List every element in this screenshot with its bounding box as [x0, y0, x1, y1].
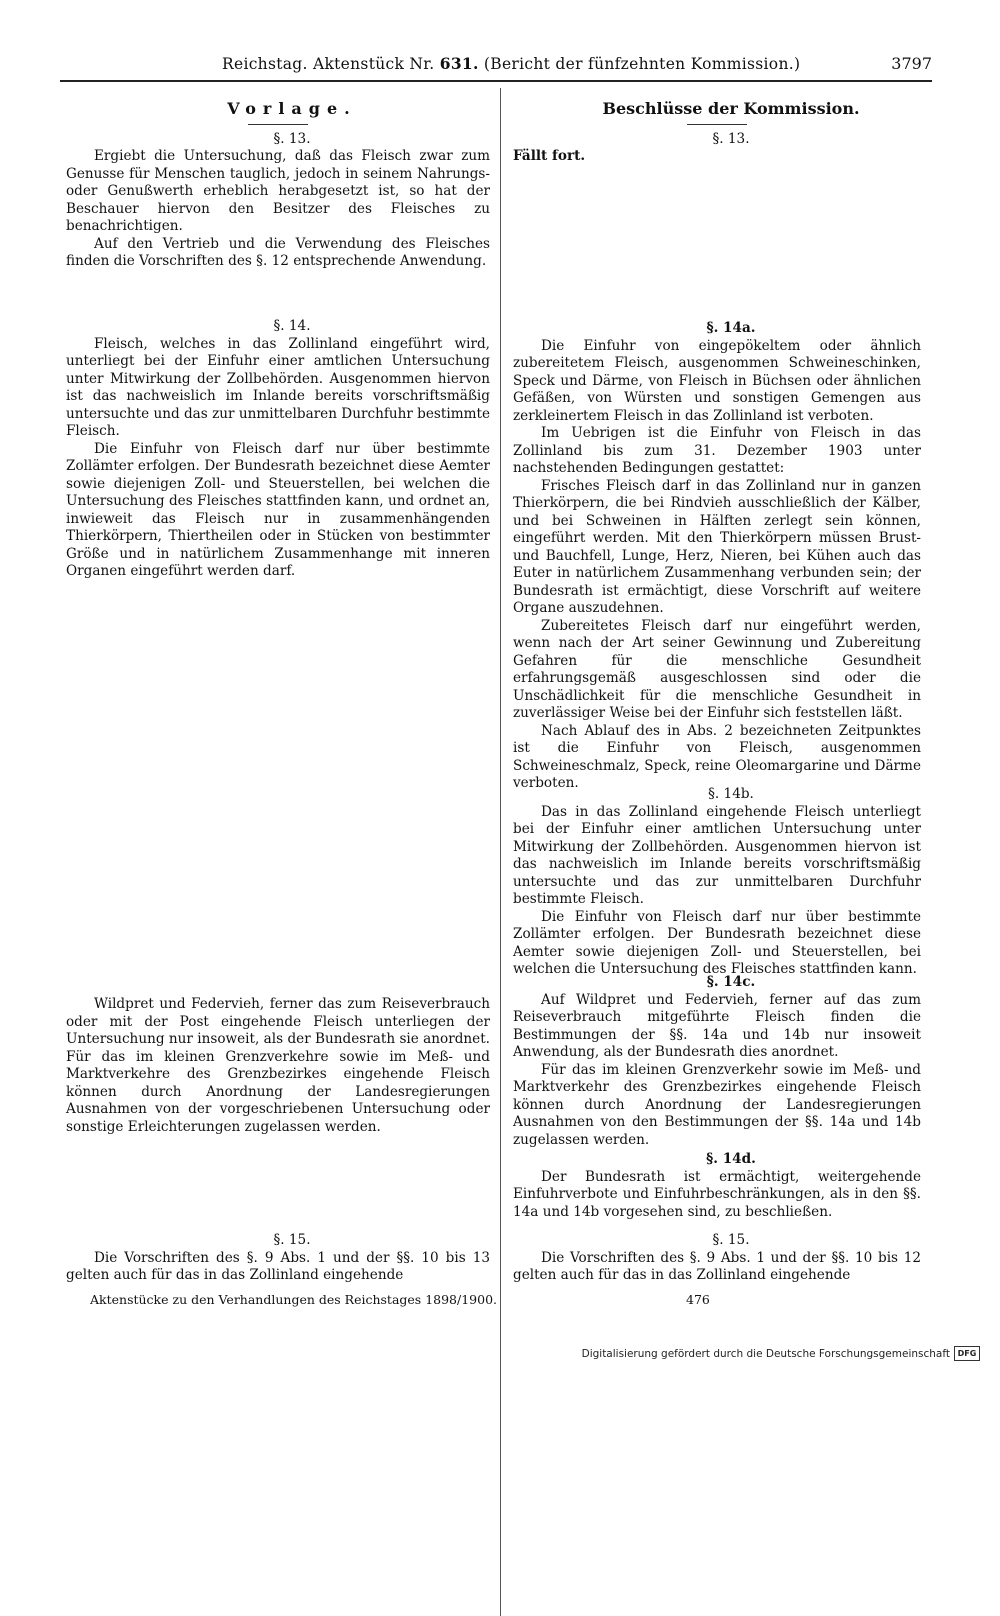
page-number: 3797: [891, 54, 932, 73]
right-s14a-paragraph-3: Frisches Fleisch darf in das Zollinland nur in ganzen Thierkörpern, die bei Rindvieh ausschließlich der Kälber, und bei Schweinen in Hälften zerlegt sein können, eingeführt werden. Mit den Thierkörpern müssen Brust- und Bauchfell, Lunge, Herz, Nieren, bei Kühen auch das Euter in natürlichem Zusammenhang verbunden sein; der Bundesrath ist ermächtigt, diese Vorschrift auf weitere Organe auszudehnen.: [513, 477, 921, 616]
left-s14-paragraph-1: Fleisch, welches in das Zollinland eingeführt wird, unterliegt bei der Einfuhr einer amtlichen Untersuchung unter Mitwirkung der Zollbehörden. Ausgenommen hiervon ist das nachweislich im Inlande bereits vorschriftsmäßig untersuchte und das zur unmittelbaren Durchfuhr bestimmte Fleisch.: [66, 335, 491, 439]
footer-page-number: 476: [686, 1292, 710, 1307]
right-s15-paragraph-1: Die Vorschriften des §. 9 Abs. 1 und der §§. 10 bis 12 gelten auch für das in das Zollinland eingehende: [513, 1249, 921, 1283]
right-s13-text: Fällt fort.: [513, 148, 586, 164]
left-s14-paragraph-2: Die Einfuhr von Fleisch darf nur über bestimmte Zollämter erfolgen. Der Bundesrath bezeichnet diese Aemter sowie diejenigen Zoll- und Steuerstellen, bei welchen die Untersuchung des Fleisches stattfinden kann, und ordnet an, inwieweit das Fleisch nur in zusammenhängenden Thierkörpern, Thiertheilen oder in Stücken von bestimmter Größe und in natürlichem Zusammenhange mit inneren Organen eingeführt werden darf.: [66, 440, 490, 579]
title-rule: [248, 124, 308, 125]
right-s15-block: [513, 1232, 921, 1285]
left-s14-cont-block: [66, 996, 490, 1136]
right-s14a-paragraph-2: Im Uebrigen ist die Einfuhr von Fleisch in das Zollinland bis zum 31. Dezember 1903 unter nachstehenden Bedingungen gestattet:: [513, 425, 921, 476]
right-s14d-heading: §. 14d.: [706, 1151, 756, 1167]
right-s15-heading: §. 15.: [712, 1232, 750, 1248]
right-s14a-block: [513, 320, 921, 793]
right-s14c-heading: §. 14c.: [706, 974, 756, 990]
right-column-title: Beschlüsse der Kommission.: [602, 99, 860, 118]
right-s14a-heading: §. 14a.: [706, 320, 756, 336]
left-s14-block: [66, 318, 490, 581]
dfg-logo-icon: DFG: [954, 1346, 980, 1361]
right-s14b-heading: §. 14b.: [708, 786, 754, 802]
footer-left: Aktenstücke zu den Verhandlungen des Reichstages 1898/1900.: [90, 1292, 498, 1307]
right-s14c-paragraph-1: Auf Wildpret und Federvieh, ferner auf das zum Reiseverbrauch mitgeführte Fleisch finden die Bestimmungen der §§. 14a und 14b nur insoweit Anwendung, als der Bundesrath dies anordnet.: [513, 991, 921, 1060]
left-s14-heading: §. 14.: [273, 318, 311, 334]
left-column-title: Vorlage.: [227, 99, 357, 118]
running-header: [222, 54, 932, 78]
header-rule: [60, 80, 932, 82]
right-s14a-paragraph-4: Zubereitetes Fleisch darf nur eingeführt werden, wenn nach der Art seiner Gewinnung und Zubereitung Gefahren für die menschliche Gesundheit erfahrungsgemäß ausgeschlossen sind oder die Unschädlichkeit für die menschliche Gesundheit in zuverlässiger Weise bei der Einfuhr sich feststellen läßt.: [513, 617, 921, 721]
running-title: Reichstag. Aktenstück Nr. 631. (Bericht der fünfzehnten Kommission.): [222, 54, 801, 73]
right-s14b-block: [513, 786, 921, 979]
right-s14b-paragraph-2: Die Einfuhr von Fleisch darf nur über bestimmte Zollämter erfolgen. Der Bundesrath bezeichnet diese Aemter sowie diejenigen Zoll- und Steuerstellen, bei welchen die Untersuchung des Fleisches stattfinden kann.: [513, 908, 921, 977]
right-s14d-paragraph-1: Der Bundesrath ist ermächtigt, weitergehende Einfuhrverbote und Einfuhrbeschränkungen, als in den §§. 14a und 14b vorgesehen sind, zu beschließen.: [513, 1168, 921, 1220]
left-column-top: [66, 100, 490, 271]
right-s14a-paragraph-1: Die Einfuhr von eingepökeltem oder ähnlich zubereitetem Fleisch, ausgenommen Schweineschinken, Speck und Därme, von Fleisch in Büchsen oder ähnlichen Gefäßen, von Würsten und sonstigen Gemengen aus zerkleinertem Fleisch in das Zollinland ist verboten.: [513, 337, 921, 424]
left-s15-heading: §. 15.: [273, 1232, 311, 1248]
left-s13-paragraph-2: Auf den Vertrieb und die Verwendung des Fleisches finden die Vorschriften des §. 12 entsprechende Anwendung.: [66, 235, 490, 269]
right-s14a-paragraph-5: Nach Ablauf des in Abs. 2 bezeichneten Zeitpunktes ist die Einfuhr von Fleisch, ausgenommen Schweineschmalz, Speck, reine Oleomargarine und Därme verboten.: [513, 722, 921, 791]
digitization-note: [582, 1346, 980, 1361]
right-s14c-block: [513, 974, 921, 1221]
right-s13-heading: §. 13.: [712, 130, 750, 147]
left-s14-paragraph-3: Wildpret und Federvieh, ferner das zum Reiseverbrauch oder mit der Post eingehende Fleisch unterliegen der Untersuchung nur insoweit, als der Bundesrath sie anordnet. Für das im kleinen Grenzverkehre sowie im Meß- und Marktverkehre des Grenzbezirkes eingehende Fleisch können durch Anordnung der Landesregierungen Ausnahmen von der vorgeschriebenen Untersuchung oder sonstige Erleichterungen zugelassen werden.: [66, 996, 490, 1135]
left-s15-block: [66, 1232, 490, 1285]
left-s13-heading: §. 13.: [273, 130, 311, 147]
right-s14b-paragraph-1: Das in das Zollinland eingehende Fleisch unterliegt bei der Einfuhr einer amtlichen Untersuchung unter Mitwirkung der Zollbehörden. Ausgenommen hiervon ist das nachweislich im Inlande bereits vorschriftsmäßig untersuchte und das zur unmittelbaren Durchfuhr bestimmte Fleisch.: [513, 803, 921, 907]
right-s14c-paragraph-2: Für das im kleinen Grenzverkehr sowie im Meß- und Marktverkehr des Grenzbezirkes eingehende Fleisch können durch Anordnung der Landesregierungen Ausnahmen von den Bestimmungen der §§. 14a und 14b zugelassen werden.: [513, 1061, 921, 1148]
title-rule: [687, 124, 747, 125]
digitization-text: Digitalisierung gefördert durch die Deutsche Forschungsgemeinschaft: [581, 1347, 950, 1360]
left-s15-paragraph-1: Die Vorschriften des §. 9 Abs. 1 und der §§. 10 bis 13 gelten auch für das in das Zollinland eingehende: [66, 1249, 490, 1283]
right-column-top: [513, 100, 921, 166]
left-s13-paragraph-1: Ergiebt die Untersuchung, daß das Fleisch zwar zum Genusse für Menschen tauglich, jedoch in seinem Nahrungs- oder Genußwerth erheblich herabgesetzt ist, so hat der Beschauer hiervon den Besitzer des Fleisches zu benachrichtigen.: [66, 148, 490, 234]
column-divider: [500, 88, 501, 1616]
